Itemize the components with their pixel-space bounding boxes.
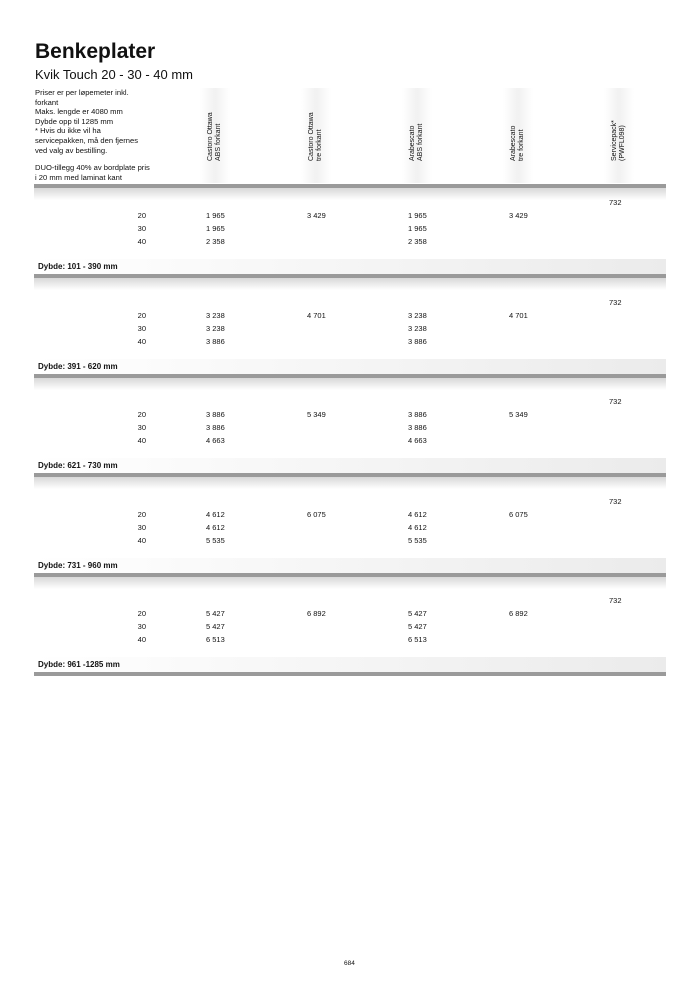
section-divider — [34, 672, 666, 676]
price-cell: 4 663 — [206, 436, 225, 445]
price-cell: 5 535 — [408, 535, 427, 545]
price-cell: 5 535 — [206, 535, 225, 545]
page-subtitle: Kvik Touch 20 - 30 - 40 mm — [35, 67, 193, 82]
depth-range-label: Dybde: 101 - 390 mm — [38, 262, 118, 271]
header-divider-shadow — [34, 188, 666, 200]
page-number: 684 — [344, 960, 355, 967]
price-cell: 3 238 — [408, 323, 427, 333]
price-cell: 3 238 — [206, 323, 225, 333]
intro-text: Priser er per løpemeter inkl. forkant Maks. lengde er 4080 mm Dybde opp til 1285 mm * Hvis du ikke vil ha servicepakken, må den fjernes ved valg av bestilling. — [35, 88, 138, 155]
price-cell: 3 238 — [206, 310, 225, 320]
thickness-label: 30 — [137, 622, 146, 631]
price-cell: 5 427 — [408, 622, 427, 631]
price-cell: 3 238 — [408, 310, 427, 320]
section-divider-shadow — [34, 278, 666, 290]
section-divider-shadow — [34, 378, 666, 390]
price-cell: 6 892 — [509, 609, 528, 618]
price-cell: 3 886 — [408, 410, 427, 419]
column-header-castoro-abs — [200, 88, 230, 183]
price-cell: 5 349 — [307, 410, 326, 419]
servicepack-price: 732 — [609, 496, 622, 506]
price-cell: 5 427 — [206, 622, 225, 631]
price-cell: 1 965 — [408, 211, 427, 220]
price-cell: 5 349 — [509, 410, 528, 419]
price-cell: 4 612 — [206, 522, 225, 532]
duo-note: DUO-tillegg 40% av bordplate pris i 20 mm med laminat kant — [35, 163, 150, 182]
depth-range-row — [34, 359, 666, 374]
thickness-label: 40 — [137, 237, 146, 246]
price-cell: 5 427 — [408, 609, 427, 618]
price-cell: 1 965 — [408, 224, 427, 233]
depth-range-label: Dybde: 621 - 730 mm — [38, 461, 118, 470]
price-cell: 6 075 — [307, 509, 326, 519]
depth-range-label: Dybde: 391 - 620 mm — [38, 361, 118, 371]
column-header-servicepack — [604, 88, 634, 183]
column-header-label: Arabescato tre forkant — [510, 125, 525, 161]
thickness-label: 40 — [137, 436, 146, 445]
depth-range-row — [34, 657, 666, 672]
column-header-arabescato-tre — [503, 88, 533, 183]
servicepack-price: 732 — [609, 397, 622, 406]
price-cell: 3 886 — [206, 336, 225, 346]
section-divider-shadow — [34, 577, 666, 589]
price-cell: 3 886 — [206, 423, 225, 432]
column-header-label: Arabescato ABS forkant — [409, 123, 424, 161]
depth-range-label: Dybde: 731 - 960 mm — [38, 560, 118, 570]
depth-range-row — [34, 458, 666, 473]
price-cell: 6 513 — [206, 635, 225, 644]
price-cell: 6 513 — [408, 635, 427, 644]
thickness-label: 30 — [137, 522, 146, 532]
price-cell: 4 663 — [408, 436, 427, 445]
thickness-label: 20 — [137, 310, 146, 320]
price-cell: 5 427 — [206, 609, 225, 618]
depth-range-label: Dybde: 961 -1285 mm — [38, 660, 120, 669]
price-cell: 4 701 — [509, 310, 528, 320]
price-cell: 1 965 — [206, 224, 225, 233]
price-cell: 4 612 — [408, 522, 427, 532]
price-cell: 1 965 — [206, 211, 225, 220]
price-cell: 3 886 — [408, 423, 427, 432]
thickness-label: 30 — [137, 323, 146, 333]
column-header-arabescato-abs — [402, 88, 432, 183]
thickness-label: 40 — [137, 535, 146, 545]
price-cell: 4 612 — [408, 509, 427, 519]
price-cell: 3 429 — [509, 211, 528, 220]
price-cell: 6 892 — [307, 609, 326, 618]
page-title: Benkeplater — [35, 40, 156, 63]
section-divider-shadow — [34, 477, 666, 489]
depth-range-row — [34, 558, 666, 573]
price-cell: 3 429 — [307, 211, 326, 220]
thickness-label: 20 — [137, 509, 146, 519]
thickness-label: 40 — [137, 635, 146, 644]
price-cell: 2 358 — [408, 237, 427, 246]
thickness-label: 20 — [137, 211, 146, 220]
price-cell: 4 612 — [206, 509, 225, 519]
thickness-label: 20 — [137, 609, 146, 618]
price-cell: 3 886 — [408, 336, 427, 346]
thickness-label: 20 — [137, 410, 146, 419]
servicepack-price: 732 — [609, 198, 622, 207]
thickness-label: 30 — [137, 423, 146, 432]
servicepack-price: 732 — [609, 596, 622, 605]
price-cell: 6 075 — [509, 509, 528, 519]
price-cell: 2 358 — [206, 237, 225, 246]
column-header-label: Castoro Ottawa tre forkant — [308, 112, 323, 161]
column-header-castoro-tre — [301, 88, 331, 183]
price-cell: 4 701 — [307, 310, 326, 320]
intro-notes — [35, 88, 170, 182]
price-cell: 3 886 — [206, 410, 225, 419]
thickness-label: 30 — [137, 224, 146, 233]
servicepack-price: 732 — [609, 297, 622, 307]
column-header-label: Servicepack* (PWFL098) — [611, 120, 626, 161]
depth-range-row — [34, 259, 666, 274]
column-header-label: Castoro Ottawa ABS forkant — [207, 112, 222, 161]
thickness-label: 40 — [137, 336, 146, 346]
